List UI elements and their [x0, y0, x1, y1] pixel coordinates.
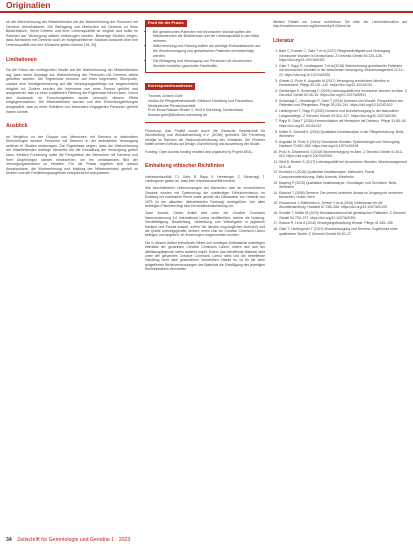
reference-item: 8. Müller S, Schmidt K (2015) Qualitative Inhaltsanalyse in der Pflegeforschung. Beltz, Weinheim	[279, 130, 407, 139]
reference-item: 16. Schäfer T, Müller M (2019) Wundassessment bei geriatrischen Patienten. Z Gerontol Geriatr 52:700–707. https://doi.org/10.1007/s00391	[279, 211, 407, 220]
reference-item: 15. Dissemond J, Bültemann A, Gerber V et al (2016) Definitionen für die Wundbehandlung. Hautarzt 67:265–266. https://doi.org/10.1007/s00105	[279, 201, 407, 210]
contact-email[interactable]: thomas.gahr@klinikum-nuernberg.de	[148, 113, 208, 118]
ethics-text: Alle beschriebenen Untersuchungen am Menschen oder an menschlichem Gewebe wurden mit Zustimmung der zuständigen Ethikkommission, im Einklang mit nationalem Recht sowie gemäß der Deklaration von Helsinki von 1975 (in der aktuellen, überarbeiteten Fassung) durchgeführt. Von allen beteiligten Patienten liegt eine Einverständniserklärung vor.	[145, 186, 265, 208]
reference-item: 6. Liedhegener T, Rapp R (2020) Demenz und Wundversorgung in der stationären Langzeitpflege. Z Gerontol Geriatr 53:310–317. https://doi.org/10.1007/s00391	[279, 109, 407, 118]
contact-address: Prof.-Ernst-Nathan-Straße 1, 90419 Nürnberg, Deutschland	[148, 108, 243, 113]
coi-text: Interessenkonflikt. T.J. Gahr, R. Rapp, E. Hemberger, C. Scharnagl, T. Liedhegener gaben an, dass kein Interessenkonflikt besteht.	[145, 174, 265, 183]
page-footer	[6, 537, 130, 543]
contact-box	[145, 83, 265, 123]
contact-affiliation: Institut für Pflegewissenschaft, Klinikum Nürnberg und Paracelsus Medizinische Privatuniversität	[148, 98, 253, 108]
license-text-2: Die in diesem Artikel enthaltenen Bilder und sonstiges Drittmaterial unterliegen ebenfalls der genannten Creative Commons Lizenz, sofern sich aus der Abbildungslegende nichts anderes ergibt. Sofern das betreffende Material nicht unter der genannten Creative Commons Lizenz steht und die betreffende Handlung nicht nach gesetzlichen Vorschriften erlaubt ist, ist für die oben aufgeführten Weiterverwendungen des Materials die Einwilligung des jeweiligen Rechteinhabers einzuholen.	[145, 240, 265, 272]
paragraph: Da die Fokus der vorliegenden Studie auf der Wahrnehmung der Mitarbeitenden lag, kann keine Aussage zur Wahrnehmung der Personen mit Demenz selbst getroffen werden. Die Ergebnisse beruhen auf einer begrenzten Stichprobe, sodass eine Verallgemeinerung auf alle Versorgungssettings nur eingeschränkt möglich ist. Zudem wurden die Interviews von einer Person geführt und ausgewertet, was zu einer subjektiven Färbung der Ergebnisse führen kann. Durch den Austausch im Forschungsteam wurde versucht, diesem Effekt entgegenzuwirken. Die Mitarbeitenden wurden von den Einrichtungsleitungen ausgewählt, was zu einer Selektion von besonders engagierten Personen geführt haben könnte.	[6, 68, 138, 114]
reference-item: 4. Hemberger E, Scharnagl C (2019) Lebensqualität und chronische Wunden im Alter. Z Gerontol Geriatr 52:45–52. https://doi.org/10.1007/s00391	[279, 89, 407, 98]
practice-box-body	[145, 27, 265, 74]
license-continuation: Weitere Details zur Lizenz entnehmen Sie bitte der Lizenzinformation auf http://creativecommons.org/licenses/by/4.0/deed.de.	[273, 20, 407, 29]
reference-item: 18. Gahr T, Liedhegener T (2021) Wundversorgung und Demenz: Ergebnisse einer qualitativen Studie. Z Gerontol Geriatr 54:20–27	[279, 227, 407, 236]
reference-item: 12. Kuckartz U (2016) Qualitative Inhaltsanalyse. Methoden, Praxis, Computerunterstützung. Beltz Juventa, Weinheim	[279, 170, 407, 179]
references-heading: Literatur	[273, 37, 295, 44]
paragraph: Im Vergleich zu der Gruppe von Menschen mit Demenz in stationären Einrichtungen werden Personen mit Demenz in der ambulanten Versorgung seltener in Studien einbezogen. Die Ergebnisse zeigen, dass die Wahrnehmung der Mitarbeitenden wichtige Hinweise auf die Gestaltung der Versorgung geben kann. Weitere Forschung sollte die Perspektive der Menschen mit Demenz und ihrer Angehörigen stärker einbeziehen, um ein umfassendes Bild der Versorgungssituation zu erhalten. Für die Praxis ergeben sich daraus Ansatzpunkte, die Wahrnehmung und Haltung der Mitarbeitenden gezielt zu fördern und die Fortbildungsangebote entsprechend anzupassen.	[6, 134, 138, 176]
reference-item: 3. Graner G, Protz K, Augustin M (2017) Versorgung chronischer Wunden in Deutschland. Pflege 30:131–140. https://doi.org/10.1024/1012	[279, 79, 407, 88]
reference-item: 17. Krause R, Lenz A (2018) Versorgungsforschung Wunde. Pflege 31:189–198	[279, 221, 407, 225]
section-title: Originalien	[6, 0, 51, 10]
list-item: • Bei geriatrischen Patienten mit chronischer Wunde sollten die Mitarbeitenden die Bedürfnisse und die Lebensqualität in den Blick nehmen.	[153, 30, 262, 44]
reference-item: 2. Gahr T, Rapp R, Liedhegener T et al (2018) Wahrnehmung geriatrischer Patienten mit chronischen Wunden in der ambulanten Versorgung. Wundmanagement 12:14–22. https://doi.org/10.1007/s00391	[279, 64, 407, 77]
reference-item: 11. Wolf B, Becker S (2017) Lebensqualität bei chronischen Wunden. Wundmanagement 11:8–16	[279, 160, 407, 169]
column-middle	[145, 20, 265, 272]
column-left	[6, 20, 138, 176]
header-rule	[0, 11, 413, 13]
contact-body	[145, 90, 265, 123]
list-item: • Wahrnehmung und Haltung sollten als wichtige Einflussfaktoren auf die Wundversorgung von geriatrischen Patienten berücksichtigt werden.	[153, 44, 262, 58]
column-right	[273, 20, 407, 237]
funding-note-2: Funding. Open Access funding enabled and organized by Projekt DEAL.	[145, 149, 254, 154]
limitations-heading: Limitationen	[6, 56, 37, 63]
practice-box	[145, 20, 265, 73]
reference-list	[273, 49, 407, 236]
outlook-heading: Ausblick	[6, 123, 28, 130]
license-text: Open Access. Dieser Artikel wird unter der Creative Commons Namensnennung 4.0 International Lizenz veröffentlicht, welche die Nutzung, Vervielfältigung, Bearbeitung, Verbreitung und Wiedergabe in jeglichem Medium und Format erlaubt, sofern Sie den/die ursprünglichen Autor(en) und die Quelle ordnungsgemäß nennen, einen Link zur Creative Commons Lizenz beifügen und angeben, ob Änderungen vorgenommen wurden.	[145, 211, 265, 238]
reference-item: 13. Mayring P (2015) Qualitative Inhaltsanalyse. Grundlagen und Techniken. Beltz, Weinheim	[279, 181, 407, 190]
reference-item: 14. Kitwood T (2008) Demenz. Der person-zentrierte Ansatz im Umgang mit verwirrten Menschen. Huber, Bern	[279, 191, 407, 200]
reference-item: 10. Protz K, Dissemond J (2018) Wundversorgung im Alter. Z Gerontol Geriatr 51:612–619. https://doi.org/10.1007/s00391	[279, 150, 407, 159]
list-item: • Die Befragung und Versorgung von Personen mit chronischen Wunden bedürfen geschulter Fachkräfte.	[153, 59, 262, 68]
contact-name: Thomas Johann Gahr	[148, 93, 183, 98]
reference-item: 5. Scharnagl C, Hemberger E, Gahr T (2016) Schmerz und Wunde: Perspektiven von Patienten und Pflegenden. Pflege 29:233–241. https://doi.org/10.1024/1012	[279, 99, 407, 108]
reference-item: 9. Augustin M, Protz K (2019) Chronische Wunden: Epidemiologie und Versorgung. Hautarzt 70:562–569. https://doi.org/10.1007/s00105	[279, 140, 407, 149]
reference-item: 1. Bahr C, Kramer C, Gahr T et al (2017) Pflegebedürftigkeit und Versorgung chronischer Wunden in Deutschland. Z Gerontol Geriatr 50:120–128. https://doi.org/10.1007/s00391	[279, 49, 407, 62]
page-header	[0, 0, 413, 10]
paragraph: ob die Wahrnehmung der Mitarbeitenden mit der Wahrnehmung der Personen mit Demenz übereinstimmt. Die Befragung von Menschen mit Demenz zu ihren Bedürfnissen, ihrem Erleben und ihrer Lebensqualität ist möglich und sollte im Rahmen der Versorgung stärker einbezogen werden. Bisherige Studien zeigen, dass Menschen mit Demenz auch im fortgeschrittenen Stadium Auskunft über ihre Lebensqualität und ihre Wünsche geben können [15, 20].	[6, 20, 138, 47]
practice-box-title: Fazit für die Praxis	[145, 20, 187, 27]
reference-item: 7. Rapp R, Gahr T (2018) Kommunikation mit Menschen mit Demenz. Pflege 31:85–94. https://doi.org/10.1024/1012	[279, 119, 407, 128]
funding-note: Förderung. Das Projekt wurde durch die Deutsche Gesellschaft für Wundheilung und Wundbehandlung e.V. (DGfW) gefördert. Die Förderung erfolgte im Rahmen der Nachwuchsförderung des Vorstands. Die Förderer hatten keinen Einfluss auf Design, Durchführung und Auswertung der Studie.	[145, 128, 265, 147]
ethics-heading: Einhaltung ethischer Richtlinien	[145, 162, 225, 169]
contact-title: Korrespondenzadresse	[145, 83, 195, 90]
practice-list	[149, 30, 262, 69]
page-number: 34	[6, 537, 12, 543]
journal-citation: Zeitschrift für Gerontologie und Geriatrie 1 · 2023	[17, 537, 131, 543]
